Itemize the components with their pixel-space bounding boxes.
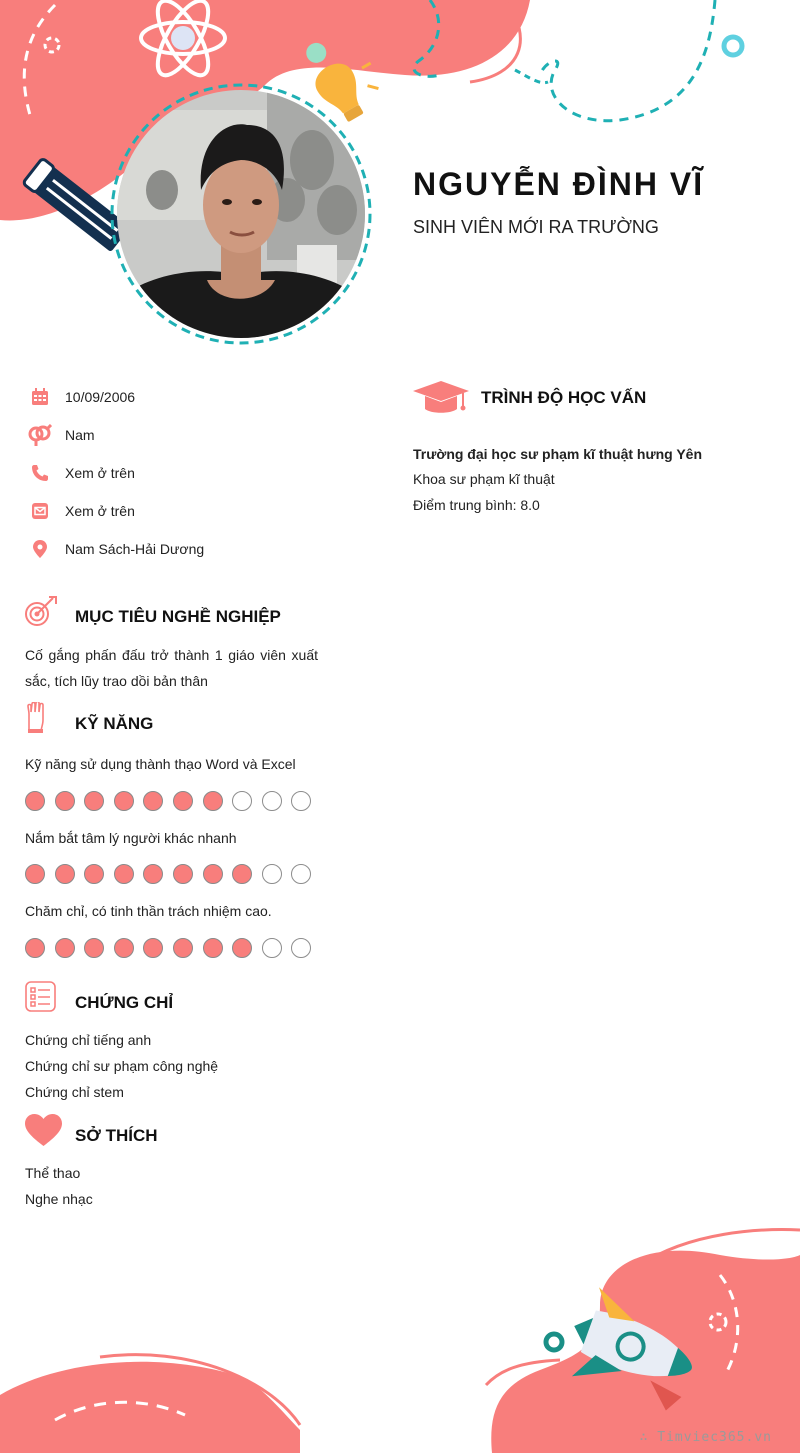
skill-rating [25,938,321,958]
rating-dot-filled [173,938,193,958]
rating-dot-filled [114,938,134,958]
hobby-item: Nghe nhạc [25,1191,93,1207]
rating-dot-empty [262,791,282,811]
rating-dot-empty [232,791,252,811]
rating-dot-filled [55,791,75,811]
rating-dot-empty [262,864,282,884]
rating-dot-filled [25,791,45,811]
skill-name: Nắm bắt tâm lý người khác nhanh [25,830,237,846]
target-icon [25,596,57,628]
education-school: Trường đại học sư phạm kĩ thuật hưng Yên [413,446,703,462]
job-title: SINH VIÊN MỚI RA TRƯỜNG [413,217,659,237]
heart-icon [25,1114,62,1147]
rating-dot-filled [114,791,134,811]
rating-dot-filled [143,791,163,811]
skill-rating [25,864,321,884]
skills-heading: KỸ NĂNG [75,714,154,733]
rating-dot-filled [55,864,75,884]
skill-name: Kỹ năng sử dụng thành thạo Word và Excel [25,756,296,772]
contact-gender [28,423,95,447]
rating-dot-empty [291,791,311,811]
profile-photo-frame [110,83,372,345]
certificate-item: Chứng chỉ stem [25,1084,124,1100]
rating-dot-filled [143,864,163,884]
certificate-item: Chứng chỉ sư phạm công nghệ [25,1058,219,1074]
contact-address [28,537,204,561]
rating-dot-filled [232,864,252,884]
rating-dot-filled [25,864,45,884]
contact-birthdate [28,385,135,409]
birthdate-value: 10/09/2006 [65,389,136,405]
rating-dot-filled [203,864,223,884]
candidate-name: NGUYỄN ĐÌNH VĨ [413,166,705,202]
raised-hand-icon [25,702,47,734]
graduation-cap-icon [413,379,469,415]
watermark: ∴ Timviec365.vn [639,1430,772,1445]
rating-dot-empty [262,938,282,958]
objective-text: Cố gắng phấn đấu trở thành 1 giáo viên xuất sắc, tích lũy trao dồi bản thân [25,647,318,689]
skill-rating [25,791,321,811]
gender-value: Nam [65,427,95,443]
rating-dot-filled [55,938,75,958]
hobby-item: Thể thao [25,1165,81,1181]
rating-dot-filled [203,791,223,811]
location-pin-icon [28,537,52,561]
hobbies-heading: SỞ THÍCH [75,1126,158,1145]
rating-dot-empty [291,864,311,884]
rating-dot-filled [143,938,163,958]
contact-phone [28,461,135,485]
certificates-heading: CHỨNG CHỈ [75,993,174,1012]
education-gpa: Điểm trung bình: 8.0 [413,497,540,513]
rating-dot-filled [114,864,134,884]
rating-dot-empty [291,938,311,958]
rating-dot-filled [173,791,193,811]
certificate-item: Chứng chỉ tiếng anh [25,1032,152,1048]
objective-heading: MỤC TIÊU NGHỀ NGHIỆP [75,607,281,626]
email-value: Xem ở trên [65,503,135,519]
gender-icon [28,423,52,447]
rating-dot-filled [173,864,193,884]
calendar-icon [28,385,52,409]
avatar [117,90,365,338]
education-heading: TRÌNH ĐỘ HỌC VẤN [481,388,647,407]
address-value: Nam Sách-Hải Dương [65,541,205,557]
rating-dot-filled [84,938,104,958]
rating-dot-filled [25,938,45,958]
rating-dot-filled [232,938,252,958]
rating-dot-filled [84,791,104,811]
checklist-icon [25,981,56,1012]
email-icon [28,499,52,523]
phone-icon [28,461,52,485]
phone-value: Xem ở trên [65,465,135,481]
contact-email [28,499,135,523]
rating-dot-filled [84,864,104,884]
rating-dot-filled [203,938,223,958]
education-faculty: Khoa sư phạm kĩ thuật [413,471,555,487]
skill-name: Chăm chỉ, có tinh thần trách nhiệm cao. [25,903,272,919]
